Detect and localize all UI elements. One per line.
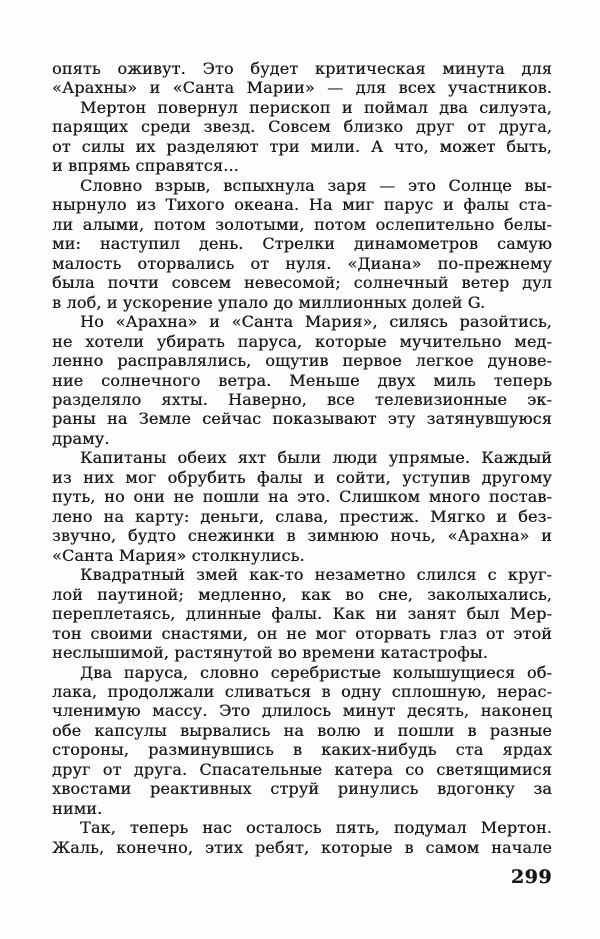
text-line: не хотели убирать паруса, которые мучительно мед- bbox=[52, 331, 552, 351]
text-line: звучно, будто снежинки в зимнюю ночь, «Арахна» и bbox=[52, 526, 552, 546]
text-line: от силы их разделяют три мили. А что, может быть, bbox=[52, 136, 552, 156]
text-line: хвостами реактивных струй ринулись вдогонку за bbox=[52, 779, 552, 799]
text-line: Квадратный змей как-то незаметно слился с круг- bbox=[80, 565, 552, 585]
text-line: малость оторвались от нуля. «Диана» по-прежнему bbox=[52, 253, 552, 273]
text-line: опять оживут. Это будет критическая минута для bbox=[52, 59, 552, 78]
text-line: парящих среди звезд. Совсем близко друг от друга, bbox=[52, 117, 552, 137]
text-line: нырнуло из Тихого океана. На миг парус и фалы ста- bbox=[52, 195, 552, 215]
text-line: Жаль, конечно, этих ребят, которые в самом начале bbox=[52, 837, 552, 857]
text-line: Мертон повернул перископ и поймал два силуэта, bbox=[80, 97, 552, 117]
text-line: из них мог обрубить фалы и сойти, уступив другому bbox=[52, 467, 552, 487]
text-line: была почти совсем невесомой; солнечный ветер дул bbox=[52, 273, 552, 293]
text-line: «Арахны» и «Санта Марии» — для всех участников. bbox=[52, 78, 552, 98]
text-line: Словно взрыв, вспыхнула заря — это Солнце вы- bbox=[80, 175, 552, 195]
text-line: путь, но они не пошли на это. Слишком много постав- bbox=[52, 487, 552, 507]
text-line: ми: наступил день. Стрелки динамометров самую bbox=[52, 234, 552, 254]
text-line: Капитаны обеих яхт были люди упрямые. Каждый bbox=[80, 448, 552, 468]
page-number: 299 bbox=[510, 866, 552, 889]
text-line: ние солнечного ветра. Меньше двух миль теперь bbox=[52, 370, 552, 390]
text-line: Так, теперь нас осталось пять, подумал Мертон. bbox=[80, 818, 552, 838]
page-footer bbox=[52, 866, 552, 888]
text-line: тон своими снастями, он не мог оторвать глаз от этой bbox=[52, 623, 552, 643]
text-line: «Санта Мария» столкнулись. bbox=[52, 545, 305, 565]
text-line: раны на Земле сейчас показывают эту затянувшуюся bbox=[52, 409, 552, 429]
text-line: лой паутиной; медленно, как во сне, заколыхались, bbox=[52, 584, 552, 604]
text-line: ленно расправлялись, ощутив первое легкое дунове- bbox=[52, 351, 552, 371]
text-line: стороны, разминувшись в каких-нибудь ста ярдах bbox=[52, 740, 552, 760]
text-line: ними. bbox=[52, 798, 103, 818]
text-line: лака, продолжали сливаться в одну сплошную, нерас- bbox=[52, 682, 552, 701]
text-line: разделяло яхты. Наверно, все телевизионные эк- bbox=[52, 389, 552, 409]
text-line: Но «Арахна» и «Санта Мария», силясь разойтись, bbox=[80, 312, 552, 332]
text-line: драму. bbox=[52, 428, 110, 448]
text-line: переплетаясь, длинные фалы. Как ни занят был Мер- bbox=[52, 604, 552, 624]
text-line: членимую массу. Это длилось минут десять, наконец bbox=[52, 701, 552, 721]
text-line: в лоб, и ускорение упало до миллионных долей G. bbox=[52, 292, 486, 312]
body-text bbox=[52, 59, 552, 857]
text-line: ли алыми, потом золотыми, потом ослепительно белы- bbox=[52, 214, 552, 234]
text-line: друг от друга. Спасательные катера со светящимися bbox=[52, 759, 552, 779]
text-line: неслышимой, растянутой во времени катастрофы. bbox=[52, 643, 488, 663]
text-line: Два паруса, словно серебристые колышущиеся об- bbox=[80, 662, 552, 682]
text-line: и впрямь справятся... bbox=[52, 156, 239, 176]
text-line: обе капсулы вырвались на волю и пошли в разные bbox=[52, 720, 552, 740]
text-line: лено на карту: деньги, слава, престиж. Мягко и без- bbox=[52, 506, 552, 526]
